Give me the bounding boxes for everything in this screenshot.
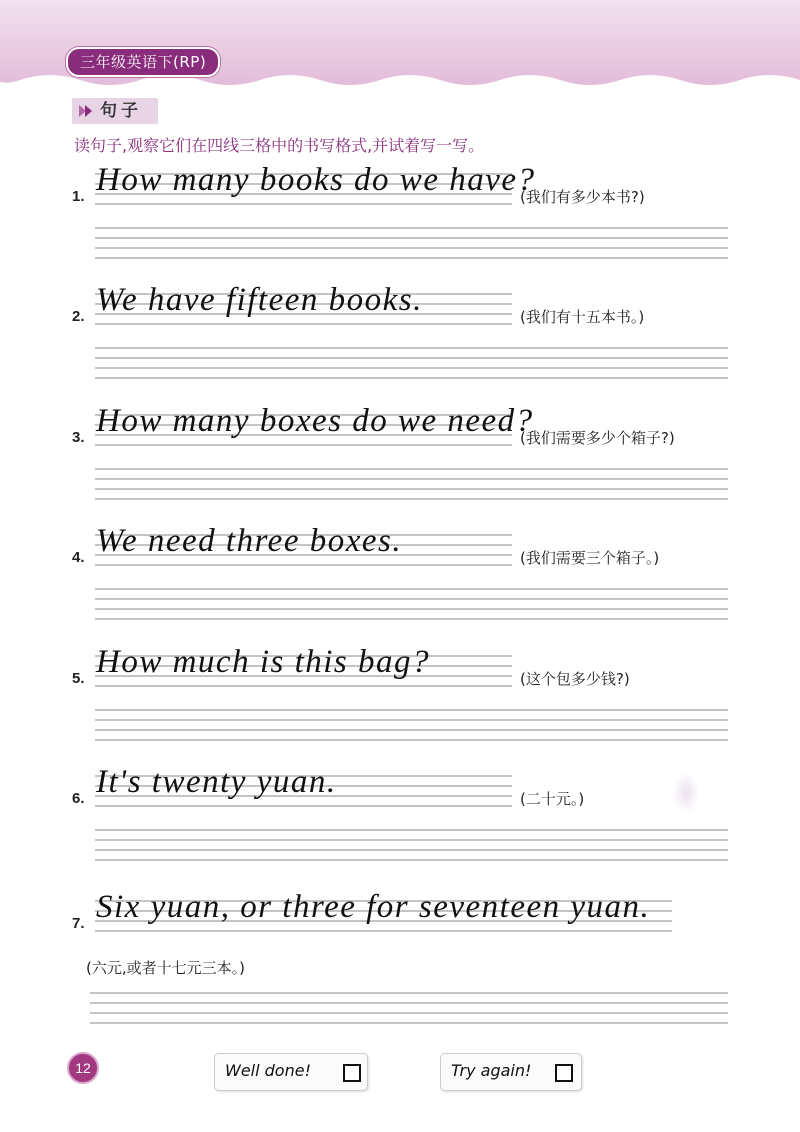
sentence-number: 4. <box>72 549 85 566</box>
sentence-item-5 <box>0 644 800 758</box>
sentence-item-4 <box>0 523 800 637</box>
sentence-english: How many books do we have? <box>96 162 536 198</box>
paper-smudge <box>672 772 700 814</box>
sentence-item-3 <box>0 403 800 517</box>
sentence-item-1 <box>0 162 800 276</box>
sentence-english: We need three boxes. <box>96 523 403 559</box>
sentence-english: It's twenty yuan. <box>96 764 337 800</box>
try-again-checkbox[interactable] <box>555 1064 573 1082</box>
well-done-checkbox[interactable] <box>343 1064 361 1082</box>
well-done-box <box>214 1053 368 1091</box>
sentence-item-2 <box>0 282 800 396</box>
instruction-text: 读句子,观察它们在四线三格中的书写格式,并试着写一写。 <box>74 136 485 155</box>
section-tag <box>72 98 158 124</box>
sentence-chinese: (我们需要三个箱子。) <box>520 549 660 567</box>
sentence-chinese: (六元,或者十七元三本。) <box>86 959 245 977</box>
section-title: 句子 <box>100 101 142 121</box>
sentence-chinese: (我们有十五本书。) <box>520 308 645 326</box>
sentence-chinese: (我们有多少本书?) <box>520 188 645 206</box>
try-again-label: Try again! <box>451 1061 532 1080</box>
well-done-label: Well done! <box>225 1061 311 1080</box>
sentence-number: 6. <box>72 790 85 807</box>
sentence-number: 5. <box>72 670 85 687</box>
sentence-english: Six yuan, or three for seventeen yuan. <box>96 889 651 925</box>
sentence-chinese: (二十元。) <box>520 790 585 808</box>
book-title: 三年级英语下(RP) <box>66 47 220 77</box>
sentence-chinese: (这个包多少钱?) <box>520 670 630 688</box>
sentence-number: 2. <box>72 308 85 325</box>
sentence-english: How much is this bag? <box>96 644 431 680</box>
sentence-chinese: (我们需要多少个箱子?) <box>520 429 675 447</box>
sentence-number: 1. <box>72 188 85 205</box>
sentence-english: We have fifteen books. <box>96 282 423 318</box>
sentence-number: 7. <box>72 915 85 932</box>
try-again-box <box>440 1053 582 1091</box>
sentence-number: 3. <box>72 429 85 446</box>
sentence-item-7 <box>0 889 800 1043</box>
page-number: 12 <box>67 1052 99 1084</box>
play-arrow-icon <box>78 103 94 119</box>
sentence-english: How many boxes do we need? <box>96 403 534 439</box>
